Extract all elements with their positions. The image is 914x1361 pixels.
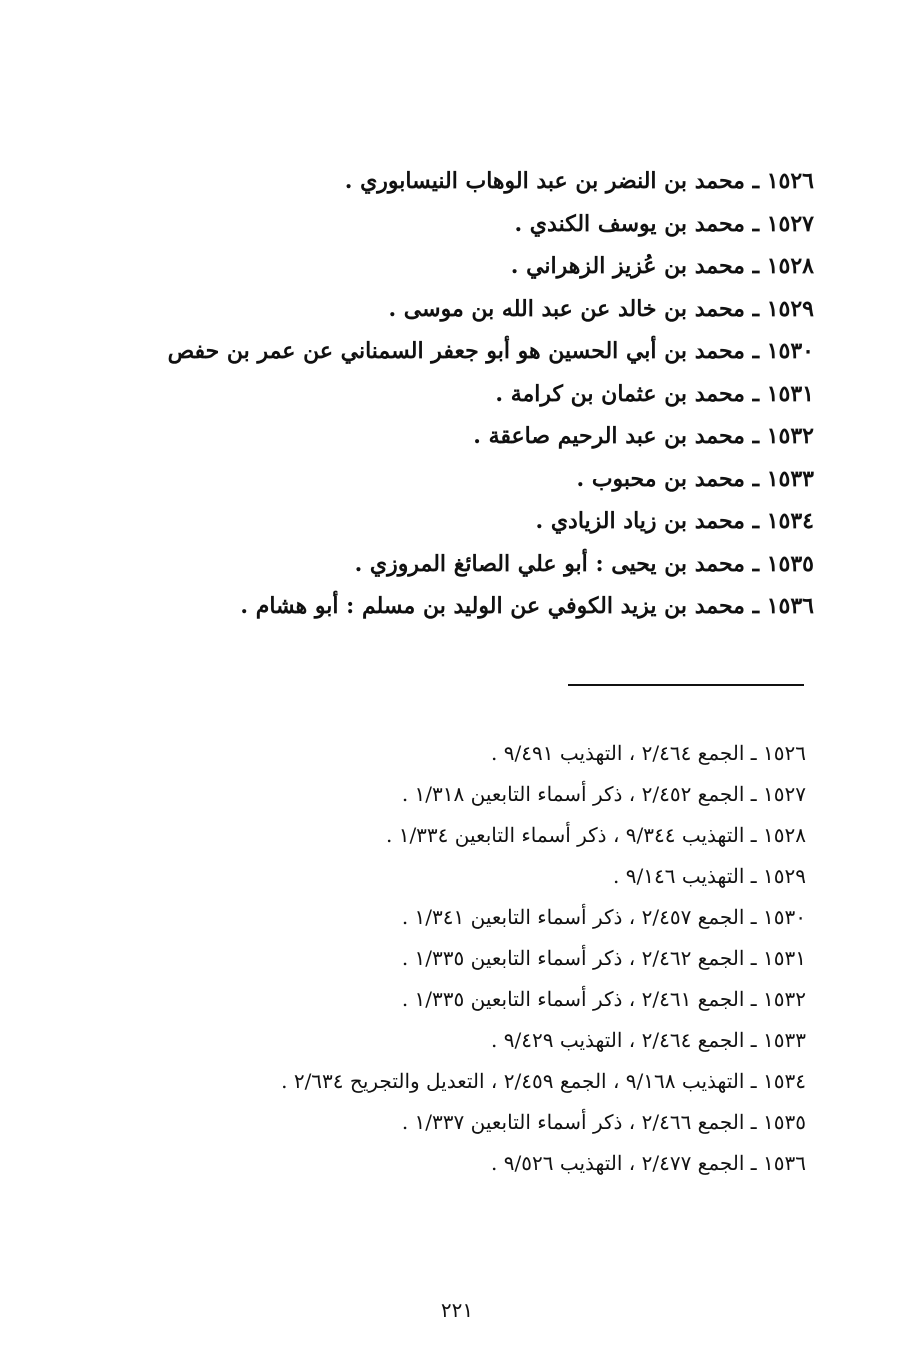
footnote: ١٥٢٦ ـ الجمع ٢/٤٦٤ ، التهذيب ٩/٤٩١ . <box>491 741 806 765</box>
narrator-entry: ١٥٣٣ ـ محمد بن محبوب . <box>576 465 814 492</box>
footnote: ١٥٣٦ ـ الجمع ٢/٤٧٧ ، التهذيب ٩/٥٢٦ . <box>491 1151 806 1175</box>
footnote: ١٥٣٤ ـ التهذيب ٩/١٦٨ ، الجمع ٢/٤٥٩ ، التعديل والتجريح ٢/٦٣٤ . <box>281 1069 806 1093</box>
narrator-entry: ١٥٣١ ـ محمد بن عثمان بن كرامة . <box>495 380 814 407</box>
footnote: ١٥٣٢ ـ الجمع ٢/٤٦١ ، ذكر أسماء التابعين ١/٣٣٥ . <box>401 987 806 1011</box>
narrator-entry: ١٥٣٢ ـ محمد بن عبد الرحيم صاعقة . <box>473 423 814 449</box>
narrator-entry: ١٥٣٦ ـ محمد بن يزيد الكوفي عن الوليد بن مسلم : أبو هشام . <box>240 593 814 619</box>
footnote-divider <box>568 684 804 686</box>
narrators-list <box>94 160 814 628</box>
footnotes-list <box>86 733 806 1184</box>
narrator-entry: ١٥٢٦ ـ محمد بن النضر بن عبد الوهاب النيسابوري . <box>344 168 814 194</box>
narrator-entry: ١٥٣٠ ـ محمد بن أبي الحسين هو أبو جعفر السمناني عن عمر بن حفص <box>167 338 814 364</box>
narrator-entry: ١٥٢٩ ـ محمد بن خالد عن عبد الله بن موسى . <box>388 295 814 322</box>
narrator-entry: ١٥٢٧ ـ محمد بن يوسف الكندي . <box>514 210 814 237</box>
footnote: ١٥٢٩ ـ التهذيب ٩/١٤٦ . <box>613 864 806 888</box>
narrator-entry: ١٥٢٨ ـ محمد بن عُزيز الزهراني . <box>510 253 814 279</box>
narrator-entry: ١٥٣٤ ـ محمد بن زياد الزيادي . <box>535 508 814 534</box>
footnote: ١٥٢٧ ـ الجمع ٢/٤٥٢ ، ذكر أسماء التابعين ١/٣١٨ . <box>401 782 806 806</box>
footnote: ١٥٣٣ ـ الجمع ٢/٤٦٤ ، التهذيب ٩/٤٢٩ . <box>491 1028 806 1052</box>
footnote: ١٥٣٠ ـ الجمع ٢/٤٥٧ ، ذكر أسماء التابعين ١/٣٤١ . <box>401 905 806 929</box>
footnote: ١٥٣٥ ـ الجمع ٢/٤٦٦ ، ذكر أسماء التابعين ١/٣٣٧ . <box>401 1110 806 1134</box>
narrator-entry: ١٥٣٥ ـ محمد بن يحيى : أبو علي الصائغ المروزي . <box>354 550 814 577</box>
page-number: ٢٢١ <box>440 1298 474 1322</box>
footnote: ١٥٢٨ ـ التهذيب ٩/٣٤٤ ، ذكر أسماء التابعين ١/٣٣٤ . <box>385 823 806 847</box>
footnote: ١٥٣١ ـ الجمع ٢/٤٦٢ ، ذكر أسماء التابعين ١/٣٣٥ . <box>401 946 806 970</box>
